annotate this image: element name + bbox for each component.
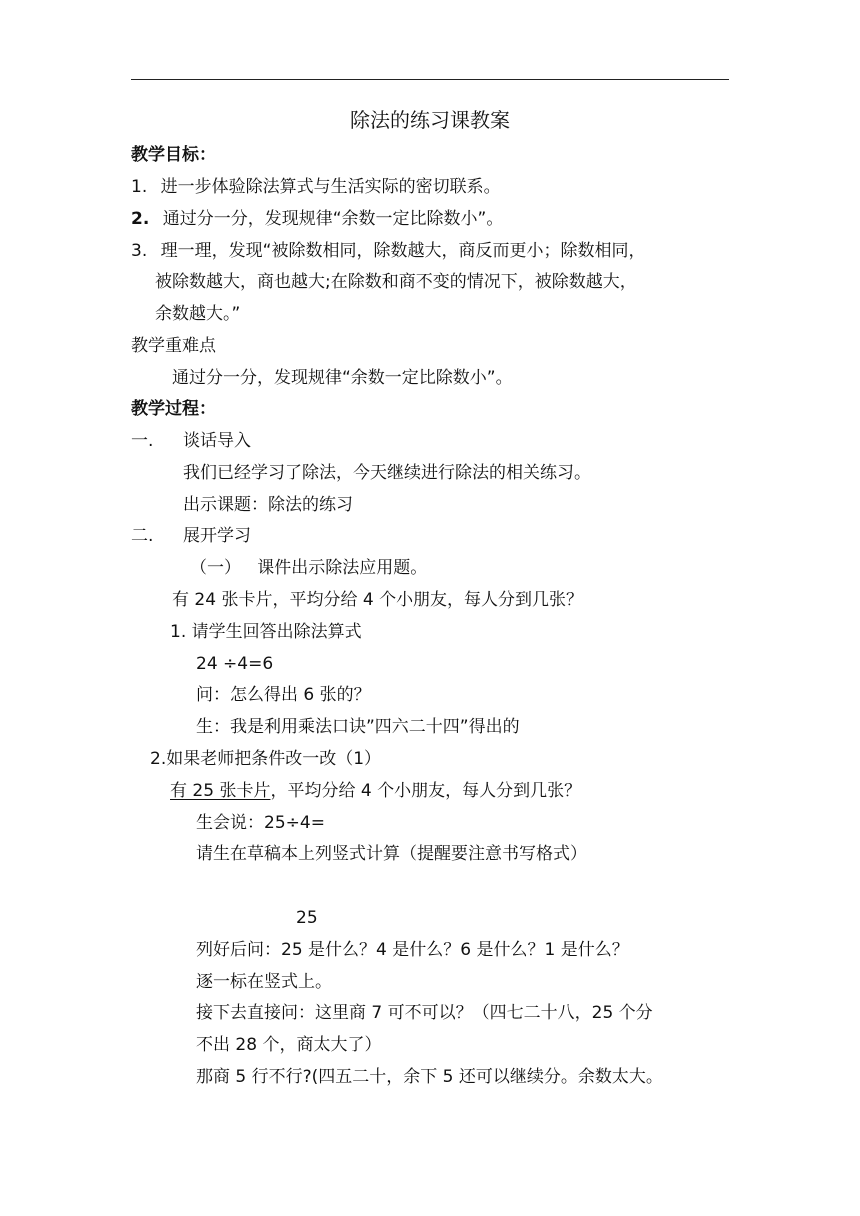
followup-line-1: 列好后问：25 是什么？4 是什么？6 是什么？1 是什么？ [196,940,629,960]
section-2-title: 展开学习 [183,526,251,546]
step-1-answer: 生：我是利用乘法口诀”四六二十四”得出的 [196,717,520,737]
step-1-equation: 24 ÷4=6 [196,654,274,674]
process-heading: 教学过程： [131,399,216,419]
section-2-number: 二. [131,526,154,546]
objective-2 [131,207,503,231]
objective-3 [131,239,645,263]
followup-line-3: 接下去直接问：这里商 7 可不可以？（四七二十八，25 个分 [196,1003,653,1023]
objective-3-text-line-2: 被除数越大，商也越大;在除数和商不变的情况下，被除数越大， [155,272,637,292]
objective-2-number: 2. [131,209,150,229]
objectives-heading: 教学目标： [131,145,216,165]
section-2-heading [131,524,251,548]
objective-3-text-line-3: 余数越大。” [155,304,241,324]
objective-3-number: 3. [131,241,148,261]
followup-line-2: 逐一标在竖式上。 [196,972,332,992]
section-1-title: 谈话导入 [183,431,251,451]
followup-line-5: 那商 5 行不行?(四五二十，余下 5 还可以继续分。余数太大。 [196,1067,663,1087]
sub-heading: （一） 课件出示除法应用题。 [190,558,428,578]
followup-line-4: 不出 28 个，商太大了） [196,1035,382,1055]
step-1-question: 问：怎么得出 6 张的？ [196,685,371,705]
objective-1-number: 1. [131,177,148,197]
problem-2 [170,779,581,803]
key-points-text: 通过分一分，发现规律“余数一定比除数小”。 [172,368,513,388]
key-points-heading: 教学重难点 [131,336,216,356]
objective-1 [131,175,501,199]
problem-1: 有 24 张卡片，平均分给 4 个小朋友，每人分到几张？ [172,590,584,610]
step-2: 2.如果老师把条件改一改（1） [150,749,382,769]
header-rule [131,79,729,80]
step-2-line-1: 生会说：25÷4= [196,813,325,833]
section-1-heading [131,429,251,453]
problem-2-rest: ，平均分给 4 个小朋友，每人分到几张？ [270,781,582,801]
vertical-calc-number: 25 [296,908,318,928]
section-1-line-1: 我们已经学习了除法，今天继续进行除法的相关练习。 [183,463,591,483]
section-1-number: 一. [131,431,154,451]
objective-3-text-line-1: 理一理，发现“被除数相同，除数越大，商反而更小；除数相同， [160,241,646,261]
objective-2-text: 通过分一分，发现规律“余数一定比除数小”。 [162,209,504,229]
objective-1-text: 进一步体验除法算式与生活实际的密切联系。 [160,177,501,197]
problem-2-underlined: 有 25 张卡片 [170,781,271,801]
step-2-line-2: 请生在草稿本上列竖式计算（提醒要注意书写格式） [196,844,587,864]
section-1-line-2: 出示课题：除法的练习 [183,495,353,515]
step-1: 1. 请学生回答出除法算式 [170,622,362,642]
document-title: 除法的练习课教案 [350,108,510,132]
